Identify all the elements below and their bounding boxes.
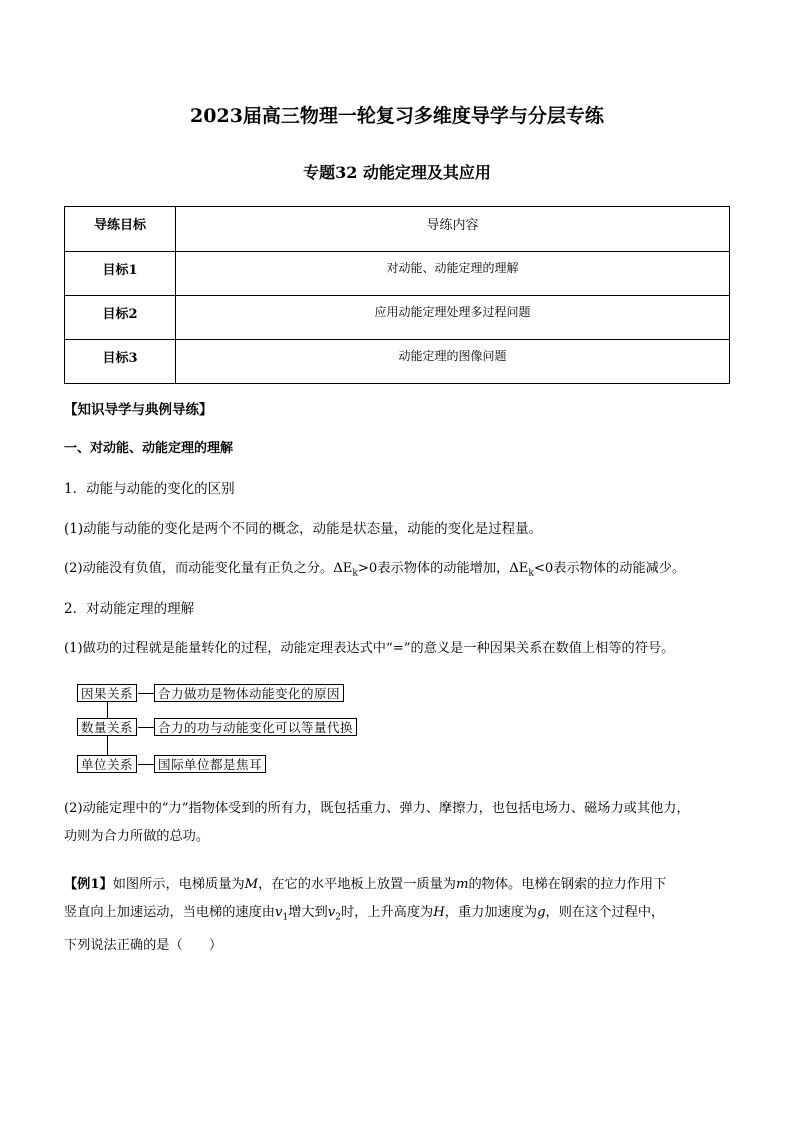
- diagram-desc-causal: 合力做功是物体动能变化的原因: [154, 684, 344, 702]
- diagram-connector: [107, 702, 108, 718]
- goals-table: [64, 206, 730, 384]
- item-2-paragraph-2: (2)动能定理中的“力”指物体受到的所有力，既包括重力、弹力、摩擦力，也包括电场力、磁场力或其他力， 功则为合力所做的总功。: [64, 801, 690, 844]
- item-2-heading: 2．对动能定理的理解: [64, 601, 195, 617]
- table-header-content: 导练内容: [176, 207, 730, 252]
- diagram-label-causal: 因果关系: [77, 684, 137, 702]
- table-cell-content: 动能定理的图像问题: [176, 340, 730, 384]
- table-cell-goal: 目标3: [65, 340, 176, 384]
- example-line-2: 竖直向上加速运动，当电梯的速度由$v_1$增大到$v_2$时，上升高度为H，重力加速度为g，则在这个过程中，: [64, 905, 665, 923]
- diagram-connector: [107, 736, 108, 755]
- diagram-connector: [138, 693, 154, 694]
- table-header-row: [65, 207, 730, 252]
- diagram-desc-unit: 国际单位都是焦耳: [154, 755, 266, 773]
- example-1: [64, 871, 734, 960]
- diagram-label-unit: 单位关系: [77, 755, 137, 773]
- example-line-1: 【例1】如图所示，电梯质量为M，在它的水平地板上放置一质量为m的物体。电梯在钢索的拉力作用下: [64, 877, 667, 892]
- diagram-connector: [138, 727, 154, 728]
- section-main-heading: 【知识导学与典例导练】: [64, 402, 213, 418]
- diagram-label-quantity: 数量关系: [77, 718, 137, 736]
- table-cell-goal: 目标2: [65, 296, 176, 340]
- item-1-paragraph-2: (2)动能没有负值，而动能变化量有正负之分。$\Delta E_k>0$表示物体的动能增加，$\Delta E_k<0$表示物体的动能减少。: [64, 561, 686, 579]
- page-title: 2023届高三物理一轮复习多维度导学与分层专练: [190, 105, 604, 127]
- table-cell-goal: 目标1: [65, 252, 176, 296]
- table-header-goal: 导练目标: [65, 207, 176, 252]
- diagram-desc-quantity: 合力的功与动能变化可以等量代换: [154, 718, 357, 736]
- page-subtitle: 专题32 动能定理及其应用: [303, 163, 491, 182]
- diagram-connector: [138, 764, 154, 765]
- item-2-paragraph-1: (1)做功的过程就是能量转化的过程，动能定理表达式中“=”的意义是一种因果关系在数值上相等的符号。: [64, 641, 675, 656]
- example-line-3: 下列说法正确的是（ ）: [64, 937, 223, 953]
- table-cell-content: 应用动能定理处理多过程问题: [176, 296, 730, 340]
- item-1-paragraph-1: (1)动能与动能的变化是两个不同的概念，动能是状态量，动能的变化是过程量。: [64, 521, 543, 537]
- table-row: [65, 252, 730, 296]
- item-1-heading: 1．动能与动能的变化的区别: [64, 481, 235, 497]
- table-cell-content: 对动能、动能定理的理解: [176, 252, 730, 296]
- table-row: [65, 340, 730, 384]
- section-1-heading: 一、对动能、动能定理的理解: [64, 441, 234, 456]
- table-row: [65, 296, 730, 340]
